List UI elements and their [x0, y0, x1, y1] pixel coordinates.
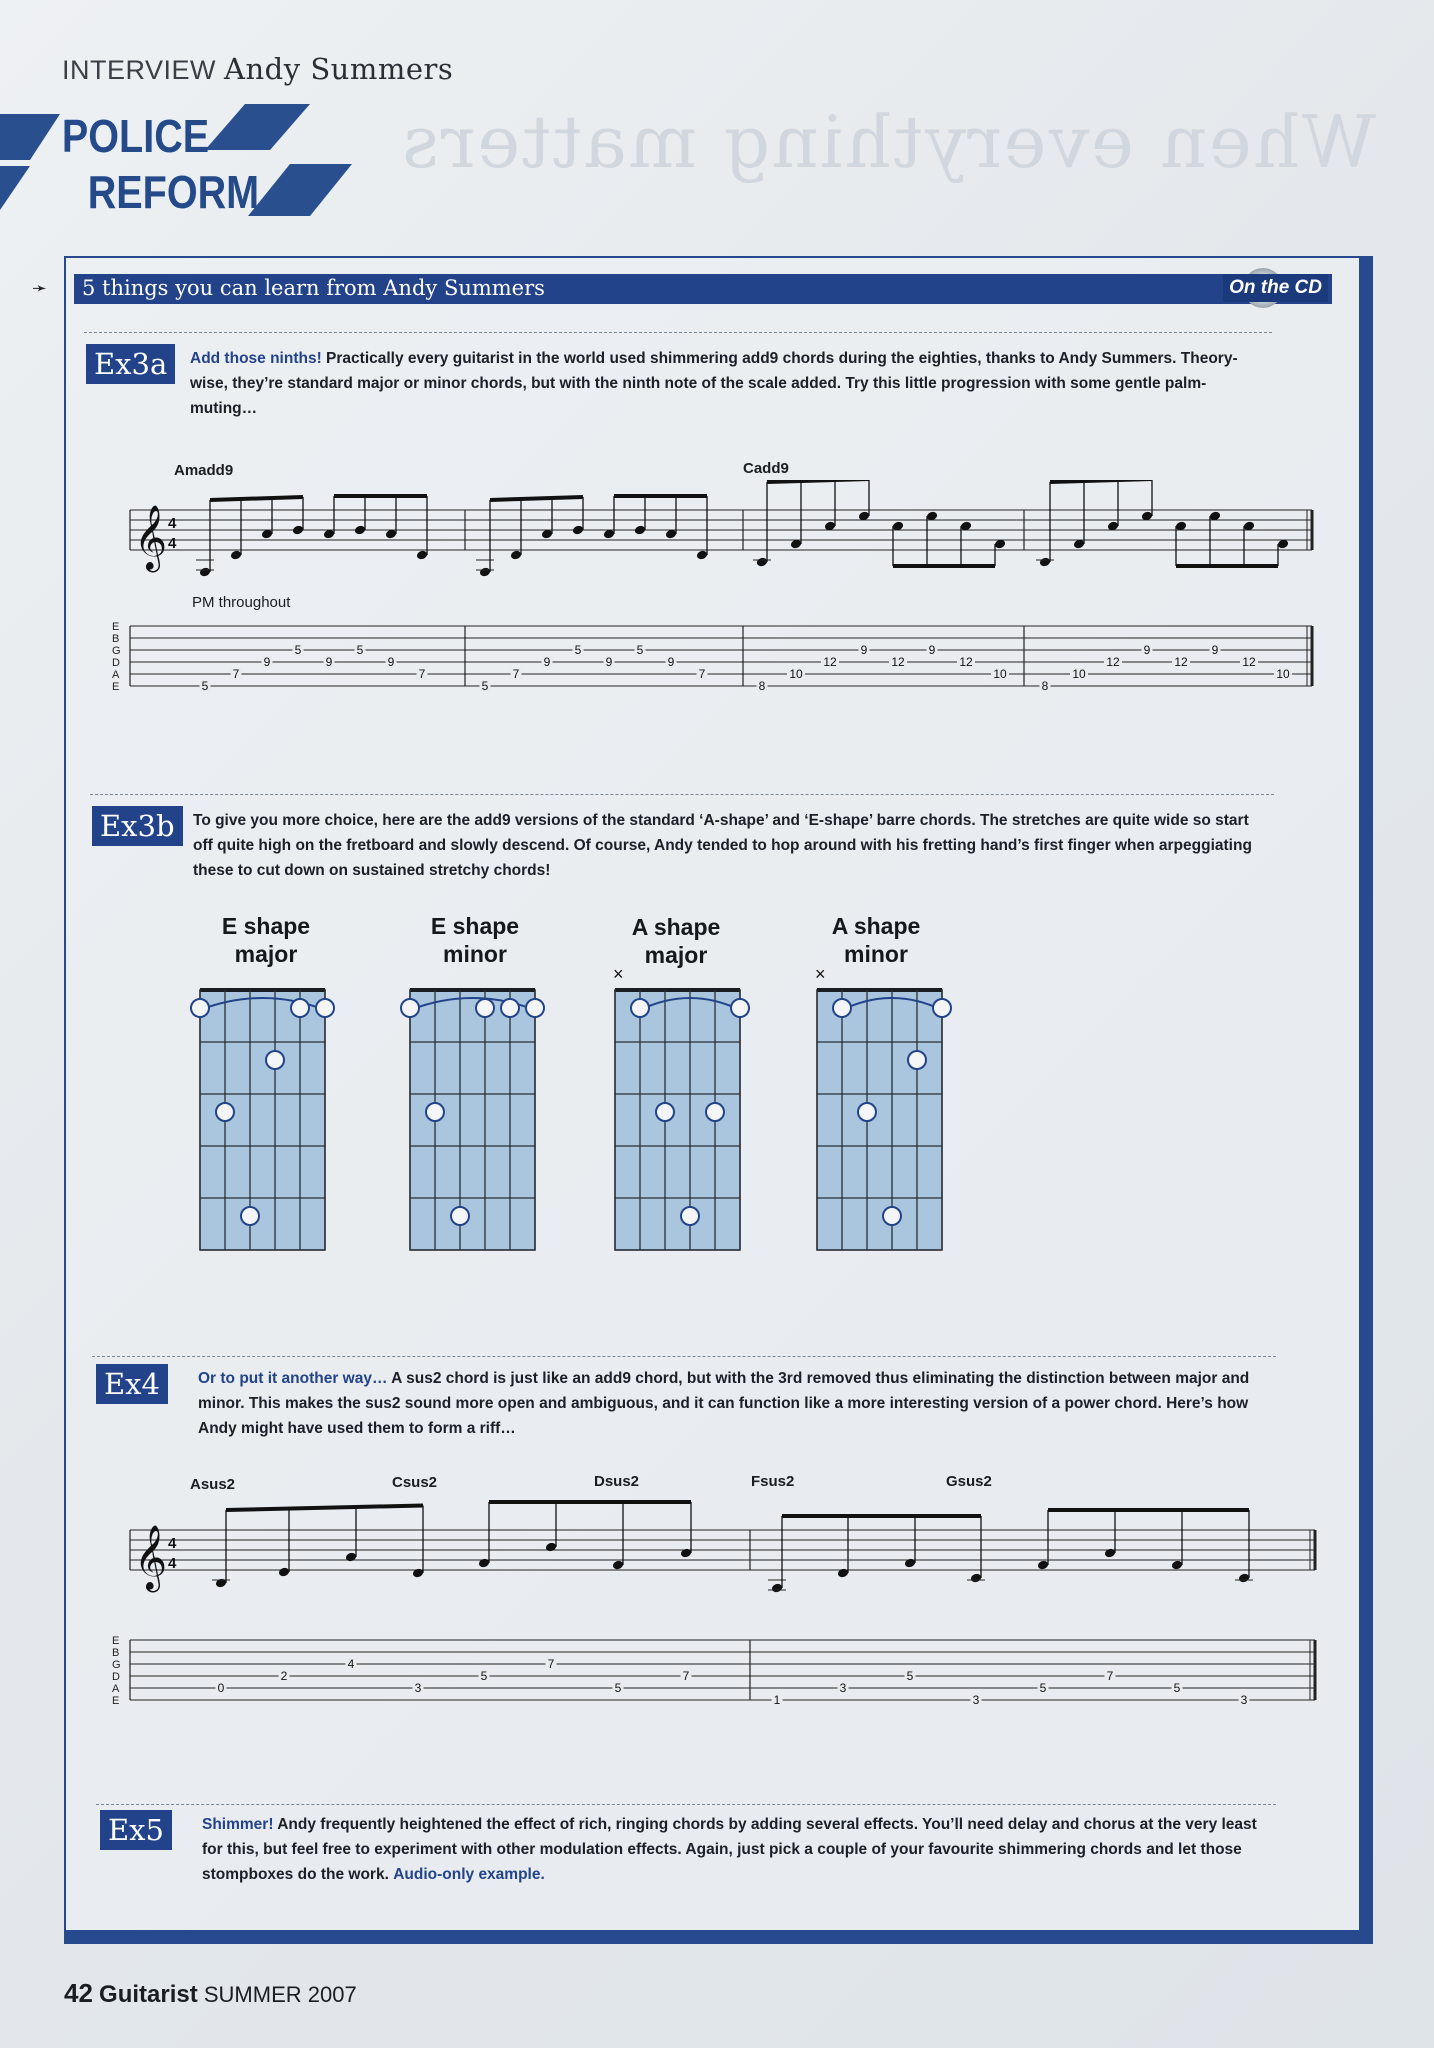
tab-fret-number: 10: [993, 667, 1007, 681]
finger-dot: [291, 999, 309, 1017]
tab-fret-number: 9: [667, 655, 675, 669]
on-the-cd-badge: [1223, 268, 1328, 308]
ex3a-lead: Add those ninths!: [190, 350, 322, 367]
time-signature-bottom: 4: [168, 1555, 177, 1572]
interview-subject: Andy Summers: [224, 52, 454, 86]
palm-mute-marking: PM throughout: [192, 594, 291, 611]
time-signature-bottom: 4: [168, 535, 177, 552]
tab-fret-number: 7: [682, 1669, 690, 1683]
chord-name: Amadd9: [174, 462, 234, 479]
example-label-ex3a: Ex3a: [86, 344, 175, 384]
divider: [92, 1356, 1276, 1357]
tab-fret-number: 10: [789, 667, 803, 681]
ex4-lead: Or to put it another way…: [198, 1370, 388, 1387]
finger-dot: [833, 999, 851, 1017]
tab-fret-number: 9: [263, 655, 271, 669]
tab-fret-number: 3: [1240, 1693, 1248, 1707]
chord-name: Cadd9: [743, 460, 789, 477]
tab-fret-number: 5: [574, 643, 582, 657]
tab-fret-number: 9: [325, 655, 333, 669]
logo-line-1: POLICE: [61, 111, 210, 163]
tab-fret-number: 12: [959, 655, 973, 669]
finger-dot: [933, 999, 951, 1017]
note-beam: [490, 497, 583, 500]
note-beam: [210, 497, 303, 500]
diagram-title-line: E shape: [221, 913, 311, 939]
ex3a-description: [190, 346, 1270, 421]
tab-fret-number: 9: [928, 643, 936, 657]
finger-dot: [316, 999, 334, 1017]
diagram-title-line: E shape: [430, 913, 520, 939]
ex4-notation: [100, 1490, 1325, 1730]
finger-dot: [731, 999, 749, 1017]
ex4-text: A sus2 chord is just like an add9 chord, but with the 3rd removed thus eliminating the distinction between major and minor. This makes the sus2 sound more open and ambiguous, and it can function like a more interesting version of a power chord. Here’s how Andy might have used them to form a riff…: [198, 1370, 1250, 1437]
tab-string-label: D: [112, 657, 120, 669]
tab-string-label: G: [112, 1659, 121, 1671]
ex3a-notation: [100, 480, 1320, 710]
tab-fret-number: 3: [839, 1681, 847, 1695]
ex5-lead: Shimmer!: [202, 1816, 274, 1833]
tab-fret-number: 7: [418, 667, 426, 681]
tab-fret-number: 7: [512, 667, 520, 681]
muted-string-mark: ×: [815, 964, 826, 984]
tab-fret-number: 12: [1242, 655, 1256, 669]
tab-fret-number: 12: [1174, 655, 1188, 669]
example-label-ex3b: Ex3b: [92, 806, 183, 846]
police-reform-logo: [0, 100, 360, 220]
finger-dot: [706, 1103, 724, 1121]
tab-string-label: A: [112, 669, 120, 681]
ex5-text: Andy frequently heightened the effect of rich, ringing chords by adding several effects. You’ll need delay and chorus at the very least for this, but feel free to experiment with other modulation effects. Again, just pick a couple of your favourite shimmering chords and let those stompboxes do the work.: [202, 1816, 1257, 1883]
box-pointer-icon: ➛: [32, 278, 48, 298]
tab-fret-number: 2: [280, 1669, 288, 1683]
finger-dot: [501, 999, 519, 1017]
chord-name: Fsus2: [751, 1473, 795, 1490]
issue-date: SUMMER 2007: [203, 1982, 357, 2007]
tab-fret-number: 9: [387, 655, 395, 669]
finger-dot: [631, 999, 649, 1017]
finger-dot: [191, 999, 209, 1017]
tab-fret-number: 7: [1106, 1669, 1114, 1683]
diagram-title-line: major: [644, 942, 708, 968]
tab-fret-number: 5: [356, 643, 364, 657]
finger-dot: [858, 1103, 876, 1121]
note-beam: [226, 1506, 423, 1511]
tab-fret-number: 5: [636, 643, 644, 657]
finger-dot: [883, 1207, 901, 1225]
fretboard: [615, 990, 740, 1250]
tab-fret-number: 8: [758, 679, 766, 693]
diagram-title-line: minor: [443, 941, 507, 967]
background-ghost-text: When everything matters: [400, 100, 1376, 184]
fretboard: [200, 990, 325, 1250]
tab-fret-number: 7: [232, 667, 240, 681]
ex3a-text: Practically every guitarist in the world used shimmering add9 chords during the eighties, thanks to Andy Summers. Theory-wise, they’re standard major or minor chords, but with the ninth note of the scale added. Try this little progression with some gentle palm-muting…: [190, 350, 1238, 417]
logo-line-2: REFORM: [87, 167, 260, 219]
finger-dot: [266, 1051, 284, 1069]
finger-dot: [426, 1103, 444, 1121]
example-label-ex5: Ex5: [100, 1810, 172, 1850]
tab-fret-number: 1: [773, 1693, 781, 1707]
chord-name: Dsus2: [594, 1473, 640, 1490]
chord-name: Csus2: [392, 1474, 438, 1491]
tab-fret-number: 3: [414, 1681, 422, 1695]
note-beam: [767, 480, 869, 482]
tab-fret-number: 9: [1211, 643, 1219, 657]
chord-name: Asus2: [190, 1476, 236, 1493]
finger-dot: [451, 1207, 469, 1225]
treble-clef: 𝄞: [134, 1525, 168, 1588]
tab-fret-number: 5: [294, 643, 302, 657]
fretboard: [817, 990, 942, 1250]
tab-fret-number: 3: [972, 1693, 980, 1707]
finger-dot: [656, 1103, 674, 1121]
tab-string-label: E: [112, 681, 120, 693]
page-kicker: [62, 52, 453, 86]
chord-name: Gsus2: [946, 1473, 992, 1490]
magazine-name: Guitarist: [99, 1981, 198, 2008]
tab-fret-number: 8: [1041, 679, 1049, 693]
tab-string-label: B: [112, 633, 120, 645]
muted-string-mark: ×: [613, 964, 624, 984]
tab-string-label: A: [112, 1683, 120, 1695]
tab-fret-number: 10: [1072, 667, 1086, 681]
finger-dot: [476, 999, 494, 1017]
diagram-title-line: A shape: [631, 914, 721, 940]
lesson-title: 5 things you can learn from Andy Summers: [82, 276, 545, 300]
tab-fret-number: 0: [217, 1681, 225, 1695]
divider: [90, 794, 1274, 795]
note-beam: [1050, 480, 1152, 482]
ex3b-description: [193, 808, 1271, 883]
diagram-title-line: minor: [844, 941, 908, 967]
page-footer: [64, 1978, 357, 2009]
tab-fret-number: 7: [698, 667, 706, 681]
divider: [84, 332, 1272, 333]
tab-fret-number: 5: [481, 679, 489, 693]
finger-dot: [526, 999, 544, 1017]
lesson-title-bar: [74, 274, 1332, 304]
tab-fret-number: 12: [1106, 655, 1120, 669]
ex5-description: [202, 1812, 1272, 1887]
time-signature-top: 4: [168, 1535, 177, 1552]
tab-fret-number: 5: [614, 1681, 622, 1695]
tab-fret-number: 9: [543, 655, 551, 669]
tab-fret-number: 12: [891, 655, 905, 669]
audio-only-note: Audio-only example.: [393, 1866, 545, 1883]
tab-fret-number: 5: [201, 679, 209, 693]
finger-dot: [908, 1051, 926, 1069]
treble-clef: 𝄞: [134, 505, 168, 568]
time-signature-top: 4: [168, 515, 177, 532]
fretboard: [410, 990, 535, 1250]
tab-fret-number: 5: [480, 1669, 488, 1683]
tab-string-label: B: [112, 1647, 120, 1659]
tab-fret-number: 10: [1276, 667, 1290, 681]
tab-string-label: E: [112, 1695, 120, 1707]
divider: [96, 1804, 1276, 1805]
tab-string-label: E: [112, 621, 120, 633]
tab-fret-number: 9: [860, 643, 868, 657]
tab-fret-number: 9: [605, 655, 613, 669]
diagram-title-line: major: [234, 941, 298, 967]
tab-fret-number: 4: [347, 1657, 355, 1671]
tab-string-label: E: [112, 1635, 120, 1647]
tab-fret-number: 5: [906, 1669, 914, 1683]
tab-fret-number: 5: [1173, 1681, 1181, 1695]
tab-fret-number: 9: [1143, 643, 1151, 657]
tab-string-label: G: [112, 645, 121, 657]
page-number: 42: [64, 1978, 93, 2008]
finger-dot: [681, 1207, 699, 1225]
example-label-ex4: Ex4: [96, 1364, 168, 1404]
diagram-title-line: A shape: [831, 913, 921, 939]
ex4-description: [198, 1366, 1272, 1441]
chord-diagrams: [180, 960, 980, 1280]
finger-dot: [241, 1207, 259, 1225]
finger-dot: [401, 999, 419, 1017]
section-label: INTERVIEW: [62, 55, 217, 85]
finger-dot: [216, 1103, 234, 1121]
tab-fret-number: 5: [1039, 1681, 1047, 1695]
ex3b-text: To give you more choice, here are the add9 versions of the standard ‘A-shape’ and ‘E-shape’ barre chords. The stretches are quite wide so start off quite high on the fretboard and slowly descend. Of course, Andy tended to hop around with his fretting hand’s first finger when arpeggiating these to cut down on sustained stretchy chords!: [193, 812, 1252, 879]
tab-fret-number: 12: [823, 655, 837, 669]
cd-badge-label: On the CD: [1223, 274, 1328, 302]
tab-fret-number: 7: [547, 1657, 555, 1671]
tab-string-label: D: [112, 1671, 120, 1683]
